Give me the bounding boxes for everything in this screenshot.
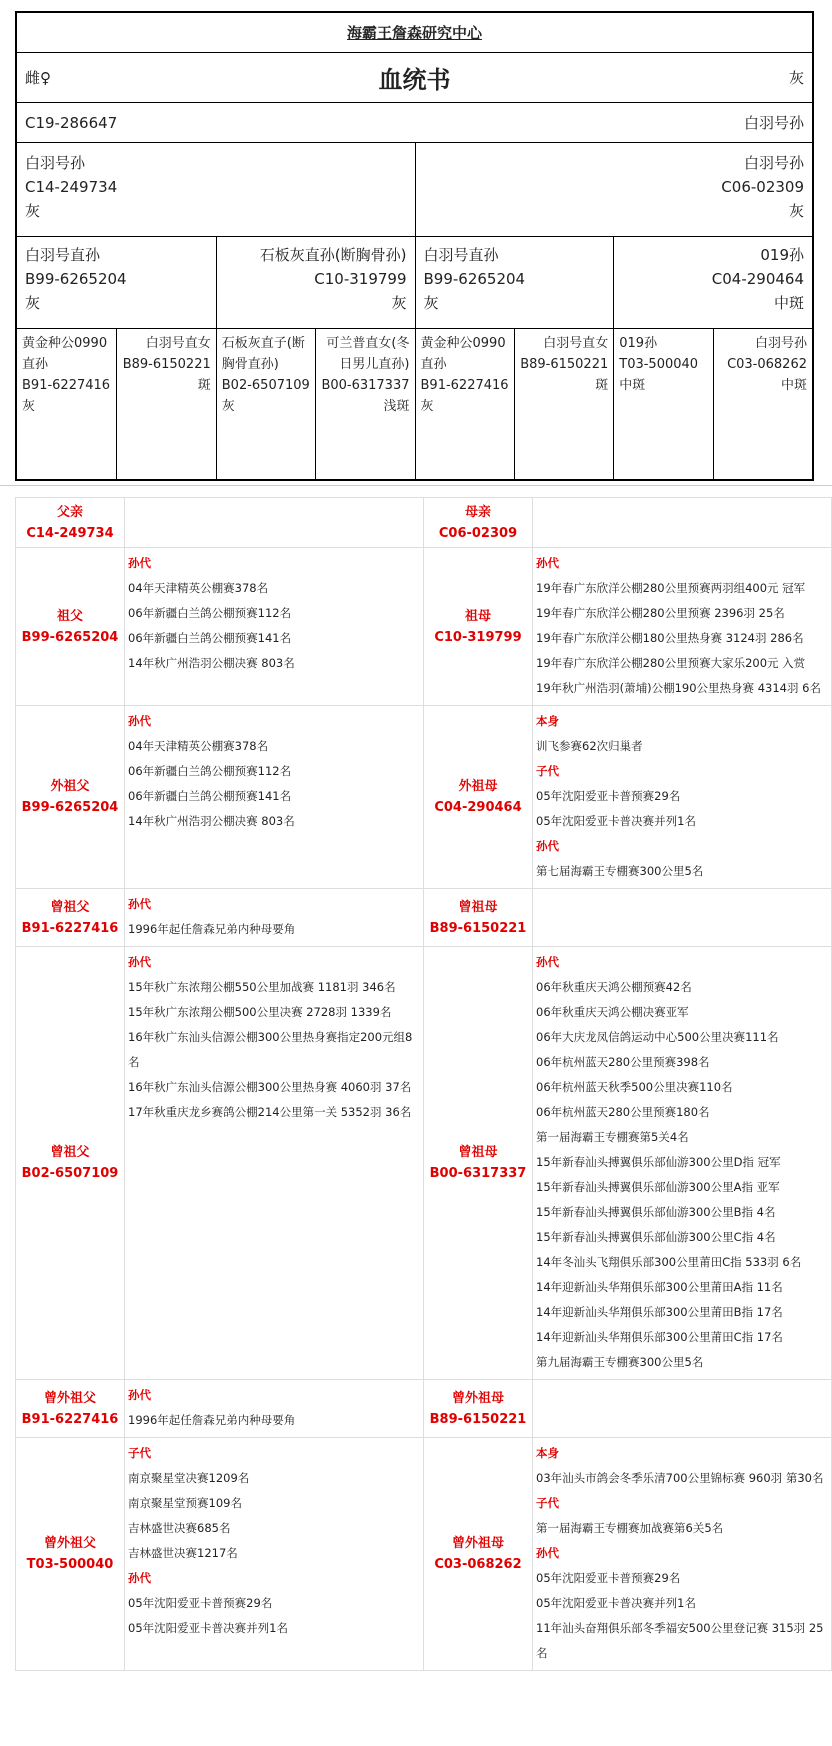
relation-label: 曾外祖母 xyxy=(451,1536,504,1551)
generation-label: 孙代 xyxy=(536,1546,559,1560)
record-line: 15年新春汕头搏翼俱乐部仙游300公里C指 4名 xyxy=(536,1230,776,1244)
self-row xyxy=(17,102,812,142)
grandparent-strain: 019孙 xyxy=(760,246,804,264)
record-line: 06年新疆白兰鸽公棚预赛141名 xyxy=(128,631,292,645)
ring-number: B99-6265204 xyxy=(21,629,119,645)
record-line: 17年秋重庆龙乡赛鸽公棚214公里第一关 5352羽 36名 xyxy=(128,1105,412,1119)
bird-name-cell xyxy=(424,548,533,706)
great-grandparent-ring: B91-6227416 xyxy=(22,378,111,393)
generation-label: 子代 xyxy=(536,1496,559,1510)
record-line: 06年杭州蓝天280公里预赛398名 xyxy=(536,1055,710,1069)
record-line: 15年秋广东浓翔公棚550公里加战赛 1181羽 346名 xyxy=(128,980,396,994)
record-line: 19年春广东欣洋公棚280公里预赛大家乐200元 入赏 xyxy=(536,656,806,670)
record-line: 16年秋广东汕头信源公棚300公里热身赛指定200元组8名 xyxy=(128,1030,413,1069)
record-line: 06年新疆白兰鸽公棚预赛112名 xyxy=(128,606,292,620)
great-grandparents-row xyxy=(17,328,812,479)
record-line: 06年杭州蓝天280公里预赛180名 xyxy=(536,1105,710,1119)
great-grandparent-strain: 白羽号直女 xyxy=(145,336,211,351)
record-line: 05年沈阳爱亚卡普预赛29名 xyxy=(536,1571,681,1585)
generation-label: 孙代 xyxy=(128,955,151,969)
great-grandparent-ring: C03-068262 xyxy=(727,357,807,372)
record-line: 南京聚星堂预赛109名 xyxy=(128,1496,242,1510)
great-grandparent-strain: 石板灰直子(断胸骨直孙) xyxy=(221,336,305,372)
record-cell xyxy=(533,1380,832,1438)
grandparent-cell xyxy=(613,237,812,328)
great-grandparent-color: 中斑 xyxy=(780,378,807,393)
relation-label: 曾外祖父 xyxy=(43,1390,96,1406)
record-line: 03年汕头市鸽会冬季乐清700公里锦标赛 960羽 第30名 xyxy=(536,1471,824,1485)
record-line: 第一届海霸王专棚赛加战赛第6关5名 xyxy=(536,1521,724,1535)
generation-label: 孙代 xyxy=(128,1571,151,1585)
sire-strain: 白羽号孙 xyxy=(25,154,86,172)
grandparent-color: 灰 xyxy=(391,294,407,312)
record-line: 1996年起任詹森兄弟内种母要角 xyxy=(128,1413,296,1427)
record-line: 06年大庆龙凤信鸽运动中心500公里决赛111名 xyxy=(536,1030,779,1044)
record-cell xyxy=(533,947,832,1380)
sire-color: 灰 xyxy=(25,202,41,220)
record-line: 19年春广东欣洋公棚280公里预赛两羽组400元 冠军 xyxy=(536,581,806,595)
record-line: 06年新疆白兰鸽公棚预赛112名 xyxy=(128,764,292,778)
record-row xyxy=(16,889,832,947)
ring-number: B02-6507109 xyxy=(21,1166,119,1181)
record-line: 06年秋重庆天鸿公棚预赛42名 xyxy=(536,980,692,994)
bird-name-cell xyxy=(16,1380,125,1438)
dam-color: 灰 xyxy=(788,202,804,220)
grandparent-ring: B99-6265204 xyxy=(423,270,526,288)
great-grandparent-cell xyxy=(514,329,613,479)
bird-name-cell xyxy=(16,1438,125,1671)
record-line: 04年天津精英公棚赛378名 xyxy=(128,581,269,595)
grandparents-row xyxy=(17,236,812,328)
record-line: 吉林盛世决赛1217名 xyxy=(128,1546,238,1560)
great-grandparent-strain: 019孙 xyxy=(619,336,658,351)
great-grandparent-cell xyxy=(713,329,812,479)
record-line: 19年春广东欣洋公棚180公里热身赛 3124羽 286名 xyxy=(536,631,804,645)
record-cell xyxy=(125,548,424,706)
record-cell xyxy=(125,889,424,947)
grandparent-strain: 白羽号直孙 xyxy=(423,246,499,264)
ring-number: C03-068262 xyxy=(434,1557,522,1572)
org-header xyxy=(17,13,812,52)
generation-label: 孙代 xyxy=(536,839,559,853)
record-row xyxy=(16,706,832,889)
great-grandparent-strain: 白羽号直女 xyxy=(543,336,609,351)
ring-number: C04-290464 xyxy=(434,800,522,815)
ring-number: C10-319799 xyxy=(434,629,522,645)
record-line: 14年秋广州浩羽公棚决赛 803名 xyxy=(128,656,295,670)
generation-label: 孙代 xyxy=(128,1388,151,1402)
record-row xyxy=(16,1438,832,1671)
sire-ring: C14-249734 xyxy=(25,178,118,196)
great-grandparent-color: 灰 xyxy=(22,399,36,414)
record-cell xyxy=(125,1438,424,1671)
record-cell xyxy=(533,548,832,706)
dam-strain: 白羽号孙 xyxy=(743,154,804,172)
relation-label: 曾外祖父 xyxy=(43,1536,96,1551)
self-strain: 白羽号孙 xyxy=(743,114,804,132)
bird-name-cell xyxy=(424,706,533,889)
great-grandparent-color: 灰 xyxy=(420,399,434,414)
grandparent-color: 中斑 xyxy=(773,294,804,312)
bird-name-cell xyxy=(424,889,533,947)
generation-label: 子代 xyxy=(536,764,559,778)
record-line: 15年新春汕头搏翼俱乐部仙游300公里A指 亚军 xyxy=(536,1180,780,1194)
bird-name-cell xyxy=(16,706,125,889)
record-line: 11年汕头奋翔俱乐部冬季福安500公里登记赛 315羽 25名 xyxy=(536,1621,824,1660)
generation-label: 孙代 xyxy=(128,714,151,728)
great-grandparent-ring: B89-6150221 xyxy=(520,357,609,372)
dam-cell xyxy=(415,143,813,236)
bird-name-cell xyxy=(16,947,125,1380)
grandparent-color: 灰 xyxy=(423,294,439,312)
great-grandparent-strain: 可兰普直女(冬日男儿直孙) xyxy=(326,336,410,372)
bird-name-cell xyxy=(424,498,533,548)
grandparent-ring: C10-319799 xyxy=(314,270,407,288)
relation-label: 曾祖母 xyxy=(458,1145,498,1160)
record-line: 04年天津精英公棚赛378名 xyxy=(128,739,269,753)
org-name: 海霸王詹森研究中心 xyxy=(346,24,482,42)
great-grandparent-strain: 白羽号孙 xyxy=(754,336,807,351)
generation-label: 孙代 xyxy=(128,897,151,911)
relation-label: 母亲 xyxy=(464,504,491,520)
generation-label: 孙代 xyxy=(536,955,559,969)
color-label: 灰 xyxy=(788,69,804,87)
grandparent-ring: B99-6265204 xyxy=(25,270,127,288)
record-line: 14年冬汕头飞翔俱乐部300公里莆田C指 533羽 6名 xyxy=(536,1255,802,1269)
great-grandparent-color: 灰 xyxy=(221,399,235,414)
great-grandparent-ring: B00-6317337 xyxy=(321,378,410,393)
parents-row xyxy=(17,142,812,236)
relation-label: 外祖母 xyxy=(458,779,498,794)
great-grandparent-ring: T03-500040 xyxy=(619,357,699,372)
grandparent-strain: 白羽号直孙 xyxy=(25,246,101,264)
record-line: 第七届海霸王专棚赛300公里5名 xyxy=(536,864,704,878)
relation-label: 祖父 xyxy=(56,608,83,624)
record-row xyxy=(16,1380,832,1438)
record-cell xyxy=(533,706,832,889)
great-grandparent-color: 浅斑 xyxy=(383,399,410,414)
grandparent-cell xyxy=(17,237,216,328)
record-line: 1996年起任詹森兄弟内种母要角 xyxy=(128,922,296,936)
record-line: 05年沈阳爱亚卡普决赛并列1名 xyxy=(536,1596,696,1610)
record-row xyxy=(16,498,832,548)
sire-cell xyxy=(17,143,415,236)
bird-name-cell xyxy=(16,548,125,706)
record-line: 06年秋重庆天鸿公棚决赛亚军 xyxy=(536,1005,689,1019)
grandparent-cell xyxy=(216,237,415,328)
ring-number: B89-6150221 xyxy=(429,920,527,936)
relation-label: 曾祖父 xyxy=(50,899,90,915)
pedigree-chart xyxy=(15,11,814,481)
great-grandparent-ring: B89-6150221 xyxy=(122,357,211,372)
relation-label: 外祖父 xyxy=(50,779,90,794)
record-cell xyxy=(125,706,424,889)
record-cell xyxy=(125,1380,424,1438)
bird-name-cell xyxy=(424,1438,533,1671)
record-line: 19年秋广州浩羽(萧埔)公棚190公里热身赛 4314羽 6名 xyxy=(536,681,821,695)
record-line: 05年沈阳爱亚卡普决赛并列1名 xyxy=(536,814,696,828)
grandparent-strain: 石板灰直孙(断胸骨孙) xyxy=(259,246,407,264)
ring-number: T03-500040 xyxy=(26,1557,114,1572)
title-row xyxy=(17,52,812,102)
ring-number: C14-249734 xyxy=(26,525,114,541)
record-line: 14年秋广州浩羽公棚决赛 803名 xyxy=(128,814,295,828)
grandparent-color: 灰 xyxy=(25,294,41,312)
great-grandparent-color: 中斑 xyxy=(619,378,646,393)
record-line: 15年新春汕头搏翼俱乐部仙游300公里D指 冠军 xyxy=(536,1155,781,1169)
record-line: 15年秋广东浓翔公棚500公里决赛 2728羽 1339名 xyxy=(128,1005,392,1019)
generation-label: 孙代 xyxy=(128,556,151,570)
record-row xyxy=(16,548,832,706)
ring-number: B00-6317337 xyxy=(429,1166,527,1181)
record-line: 05年沈阳爱亚卡普决赛并列1名 xyxy=(128,1621,288,1635)
record-line: 第九届海霸王专棚赛300公里5名 xyxy=(536,1355,704,1369)
record-cell xyxy=(533,889,832,947)
record-cell xyxy=(533,1438,832,1671)
great-grandparent-strain: 黄金种公0990直孙 xyxy=(420,336,506,372)
great-grandparent-cell xyxy=(315,329,414,479)
relation-label: 曾外祖母 xyxy=(451,1390,504,1406)
great-grandparent-color: 斑 xyxy=(595,378,609,393)
relation-label: 祖母 xyxy=(464,608,491,624)
great-grandparent-ring: B02-6507109 xyxy=(221,378,310,393)
record-cell xyxy=(125,947,424,1380)
bird-name-cell xyxy=(424,947,533,1380)
record-line: 第一届海霸王专棚赛第5关4名 xyxy=(536,1130,689,1144)
great-grandparent-cell xyxy=(17,329,116,479)
grandparent-cell xyxy=(415,237,614,328)
race-records-table xyxy=(15,497,832,1671)
sex-label: 雌♀ xyxy=(25,69,51,87)
great-grandparent-color: 斑 xyxy=(197,378,211,393)
record-line: 14年迎新汕头华翔俱乐部300公里莆田C指 17名 xyxy=(536,1330,783,1344)
record-line: 16年秋广东汕头信源公棚300公里热身赛 4060羽 37名 xyxy=(128,1080,412,1094)
bird-name-cell xyxy=(424,1380,533,1438)
bird-name-cell xyxy=(16,498,125,548)
record-line: 19年春广东欣洋公棚280公里预赛 2396羽 25名 xyxy=(536,606,785,620)
record-line: 06年新疆白兰鸽公棚预赛141名 xyxy=(128,789,292,803)
relation-label: 父亲 xyxy=(56,504,83,520)
record-line: 吉林盛世决赛685名 xyxy=(128,1521,231,1535)
record-line: 05年沈阳爱亚卡普预赛29名 xyxy=(128,1596,273,1610)
record-line: 15年新春汕头搏翼俱乐部仙游300公里B指 4名 xyxy=(536,1205,776,1219)
record-line: 05年沈阳爱亚卡普预赛29名 xyxy=(536,789,681,803)
bird-name-cell xyxy=(16,889,125,947)
great-grandparent-ring: B91-6227416 xyxy=(420,378,509,393)
record-line: 14年迎新汕头华翔俱乐部300公里莆田B指 17名 xyxy=(536,1305,783,1319)
record-line: 14年迎新汕头华翔俱乐部300公里莆田A指 11名 xyxy=(536,1280,783,1294)
great-grandparent-cell xyxy=(216,329,315,479)
generation-label: 本身 xyxy=(536,714,559,728)
record-cell xyxy=(125,498,424,548)
dam-ring: C06-02309 xyxy=(721,178,804,196)
record-row xyxy=(16,947,832,1380)
generation-label: 子代 xyxy=(128,1446,151,1460)
generation-label: 孙代 xyxy=(536,556,559,570)
generation-label: 本身 xyxy=(536,1446,559,1460)
record-line: 南京聚星堂决赛1209名 xyxy=(128,1471,250,1485)
ring-number: C06-02309 xyxy=(438,525,518,541)
page-title: 血统书 xyxy=(378,66,451,94)
ring-number: B99-6265204 xyxy=(21,800,119,815)
record-line: 06年杭州蓝天秋季500公里决赛110名 xyxy=(536,1080,733,1094)
record-cell xyxy=(533,498,832,548)
relation-label: 曾祖母 xyxy=(458,899,498,915)
record-line: 训飞参赛62次归巢者 xyxy=(536,739,643,753)
relation-label: 曾祖父 xyxy=(50,1145,90,1160)
ring-number: B91-6227416 xyxy=(21,1411,119,1427)
grandparent-ring: C04-290464 xyxy=(711,270,804,288)
ring-number: B91-6227416 xyxy=(21,920,119,936)
great-grandparent-cell xyxy=(613,329,712,479)
great-grandparent-strain: 黄金种公0990直孙 xyxy=(22,336,108,372)
ring-number: B89-6150221 xyxy=(429,1411,527,1427)
self-ring: C19-286647 xyxy=(25,113,118,132)
section-divider xyxy=(0,485,832,486)
great-grandparent-cell xyxy=(415,329,514,479)
great-grandparent-cell xyxy=(116,329,215,479)
